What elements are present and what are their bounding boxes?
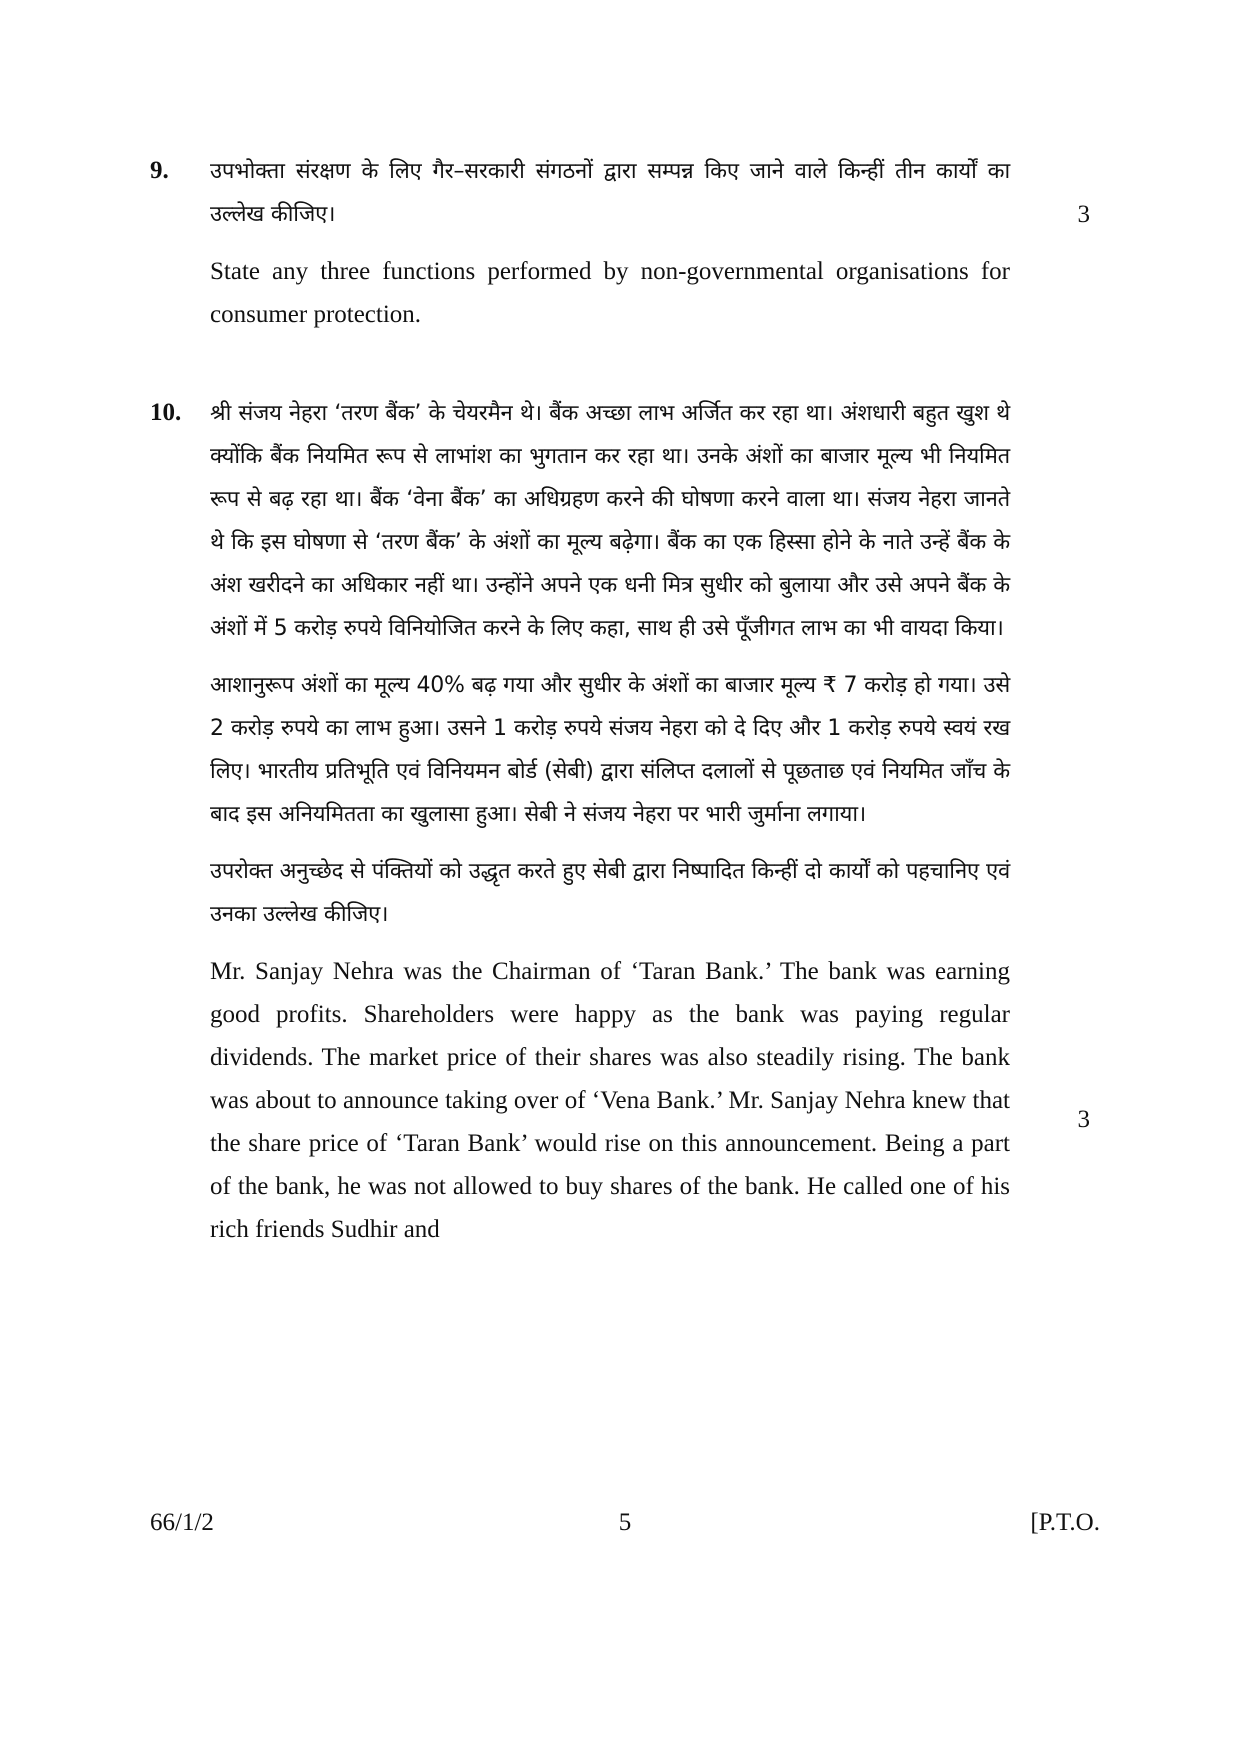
marks: 3 (1077, 1106, 1090, 1133)
question-text-english: State any three functions performed by non-governmental organisations for consumer protection. (210, 258, 1010, 328)
question-text-hindi: उपभोक्ता संरक्षण के लिए गैर–सरकारी संगठनों द्वारा सम्पन्न किए जाने वाले किन्हीं तीन कार्यों का उल्लेख कीजिए। (210, 159, 1010, 227)
paper-code: 66/1/2 (150, 1509, 214, 1536)
case-text-hindi-paragraph-1: श्री संजय नेहरा ‘तरण बैंक’ के चेयरमैन थे। बैंक अच्छा लाभ अर्जित कर रहा था। अंशधारी बहुत खुश थे क्योंकि बैंक नियमित रूप से लाभांश का भुगतान कर रहा था। उनके अंशों का बाजार मूल्य भी नियमित रूप से बढ़ रहा था। बैंक ‘वेना बैंक’ का अधिग्रहण करने की घोषणा करने वाला था। संजय नेहरा जानते थे कि इस घोषणा से ‘तरण बैंक’ के अंशों का मूल्य बढ़ेगा। बैंक का एक हिस्सा होने के नाते उन्हें बैंक के अंश खरीदने का अधिकार नहीं था। उन्होंने अपने एक धनी मित्र सुधीर को बुलाया और उसे अपने बैंक के अंशों में 5 करोड़ रुपये विनियोजित करने के लिए कहा, साथ ही उसे पूँजीगत लाभ का भी वायदा किया। (210, 401, 1010, 641)
marks: 3 (1077, 201, 1090, 228)
question-9 (150, 150, 1090, 336)
question-body (210, 150, 1010, 336)
page-number: 5 (618, 1509, 632, 1536)
question-number: 9. (150, 157, 169, 184)
question-body (210, 392, 1010, 1251)
case-text-english: Mr. Sanjay Nehra was the Chairman of ‘Taran Bank.’ The bank was earning good profits. Shareholders were happy as the bank was paying regular dividends. The market price of their shares was also steadily rising. The bank was about to announce taking over of ‘Vena Bank.’ Mr. Sanjay Nehra knew that the share price of ‘Taran Bank’ would rise on this announcement. Being a part of the bank, he was not allowed to buy shares of the bank. He called one of his rich friends Sudhir and (210, 958, 1010, 1243)
question-10 (150, 392, 1090, 1251)
case-text-hindi-paragraph-2: आशानुरूप अंशों का मूल्य 40% बढ़ गया और सुधीर के अंशों का बाजार मूल्य ₹ 7 करोड़ हो गया। उसे 2 करोड़ रुपये का लाभ हुआ। उसने 1 करोड़ रुपये संजय नेहरा को दे दिए और 1 करोड़ रुपये स्वयं रख लिए। भारतीय प्रतिभूति एवं विनियमन बोर्ड (सेबी) द्वारा संलिप्त दलालों से पूछताछ एवं नियमित जाँच के बाद इस अनियमितता का खुलासा हुआ। सेबी ने संजय नेहरा पर भारी जुर्माना लगाया। (210, 673, 1010, 827)
question-text-hindi: उपरोक्त अनुच्छेद से पंक्तियों को उद्धृत करते हुए सेबी द्वारा निष्पादित किन्हीं दो कार्यों को पहचानिए एवं उनका उल्लेख कीजिए। (210, 859, 1010, 927)
question-number: 10. (150, 399, 182, 426)
please-turn-over: [P.T.O. (1030, 1509, 1100, 1536)
